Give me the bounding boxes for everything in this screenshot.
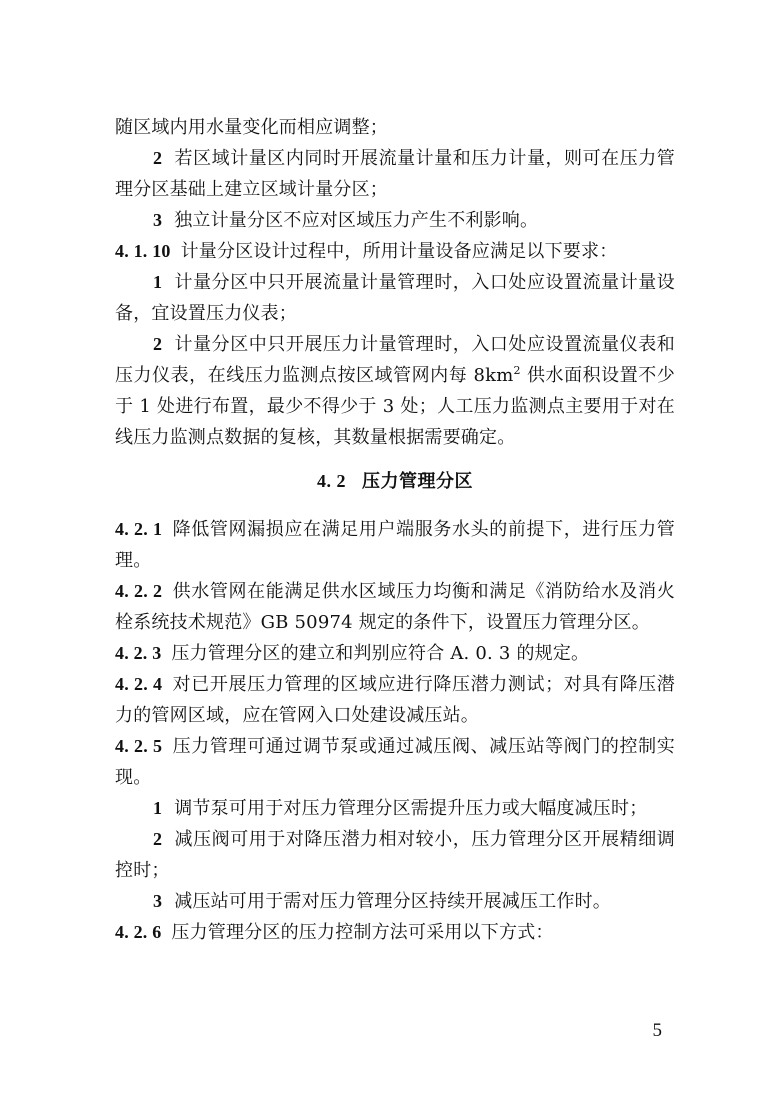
clause-text: 压力管理可通过调节泵或通过减压阀、减压站等阀门的控制实现。	[115, 736, 675, 788]
item-number: 2	[153, 829, 163, 849]
item-text: 若区域计量区内同时开展流量计量和压力计量，则可在压力管理分区基础上建立区域计量分区；	[115, 148, 675, 200]
clause-4-2-1	[115, 514, 675, 576]
list-item	[115, 824, 675, 886]
clause-4-2-3	[115, 638, 675, 669]
page-number: 5	[652, 1020, 662, 1041]
clause-4-2-2	[115, 576, 675, 638]
item-number: 3	[153, 210, 163, 230]
clause-number: 4. 2. 2	[115, 581, 163, 601]
item-text: 调节泵可用于对压力管理分区需提升压力或大幅度减压时；	[174, 798, 648, 819]
clause-text: 降低管网漏损应在满足用户端服务水头的前提下，进行压力管理。	[115, 519, 675, 571]
section-number: 4. 2	[317, 471, 346, 491]
list-item	[115, 793, 675, 824]
clause-number: 4. 2. 4	[115, 674, 163, 694]
clause-number: 4. 1. 10	[115, 241, 171, 261]
list-item	[115, 267, 675, 329]
list-item	[115, 886, 675, 917]
clause-text: 压力管理分区的压力控制方法可采用以下方式：	[171, 922, 554, 943]
section-title: 压力管理分区	[362, 471, 473, 492]
item-number: 2	[153, 334, 163, 354]
paragraph-text: 随区域内用水量变化而相应调整；	[115, 117, 388, 138]
item-number: 2	[153, 148, 163, 168]
clause-number: 4. 2. 1	[115, 519, 163, 539]
clause-4-2-6	[115, 917, 675, 948]
superscript: 2	[513, 364, 521, 377]
list-item	[115, 205, 675, 236]
item-number: 3	[153, 891, 163, 911]
item-number: 1	[153, 272, 163, 292]
item-text: 计量分区中只开展流量计量管理时，入口处应设置流量计量设备，宜设置压力仪表；	[115, 272, 675, 324]
clause-text: 压力管理分区的建立和判别应符合 A. 0. 3 的规定。	[171, 643, 590, 664]
clause-text: 供水管网在能满足供水区域压力均衡和满足《消防给水及消火栓系统技术规范》GB 50974 规定的条件下，设置压力管理分区。	[115, 581, 675, 633]
document-body	[115, 112, 675, 948]
clause-4-2-4	[115, 669, 675, 731]
item-text-part-b: 供水面积设置不少于 1 处进行布置，最少不得少于 3 处；人工压力监测点主要用于对在线压力监测点数据的复核，其数量根据需要确定。	[115, 365, 675, 448]
item-text-part-a: 计量分区中只开展压力计量管理时，入口处应设置流量仪表和压力仪表，在线压力监测点按区域管网内每 8km	[115, 334, 675, 386]
list-item	[115, 329, 675, 453]
clause-number: 4. 2. 6	[115, 922, 162, 942]
clause-text: 计量分区设计过程中，所用计量设备应满足以下要求：	[180, 241, 618, 262]
clause-4-2-5	[115, 731, 675, 793]
clause-number: 4. 2. 3	[115, 643, 162, 663]
list-item	[115, 143, 675, 205]
item-text: 独立计量分区不应对区域压力产生不利影响。	[174, 210, 539, 231]
item-text: 减压阀可用于对降压潜力相对较小，压力管理分区开展精细调控时；	[115, 829, 675, 881]
item-number: 1	[153, 798, 163, 818]
clause-4-1-10	[115, 236, 675, 267]
section-heading	[115, 466, 675, 497]
item-text: 减压站可用于需对压力管理分区持续开展减压工作时。	[174, 891, 612, 912]
clause-text: 对已开展压力管理的区域应进行降压潜力测试；对具有降压潜力的管网区域，应在管网入口处建设减压站。	[115, 674, 675, 726]
paragraph-continuation	[115, 112, 675, 143]
clause-number: 4. 2. 5	[115, 736, 163, 756]
